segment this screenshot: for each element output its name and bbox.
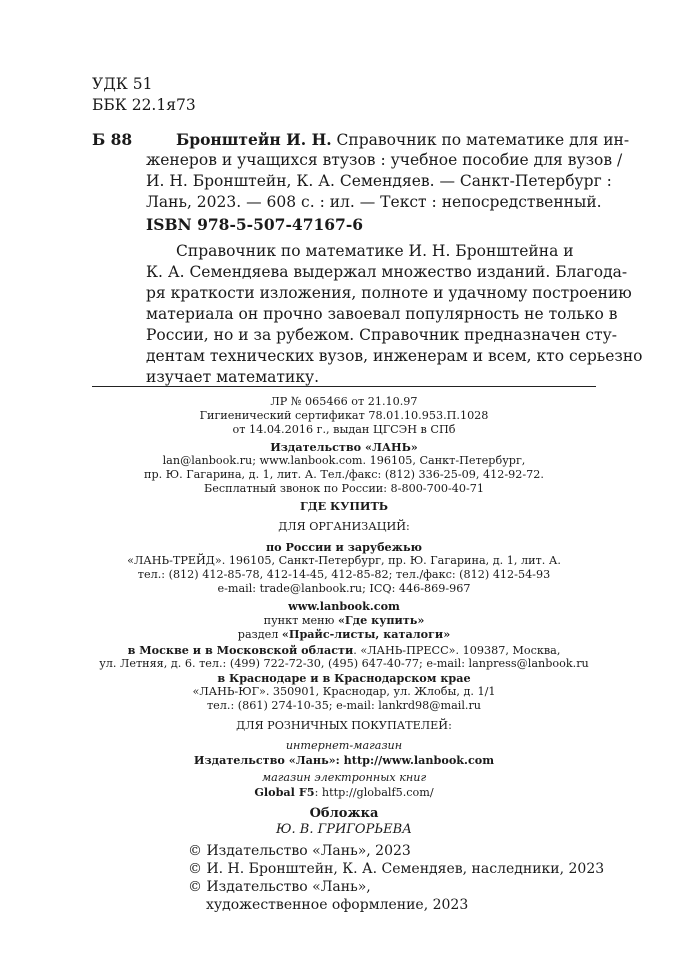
retail-title: ДЛЯ РОЗНИЧНЫХ ПОКУПАТЕЛЕЙ: [236, 719, 452, 732]
moscow-line-2: ул. Летняя, д. 6. тел.: (499) 722-72-30, (495) 647-40-77; e-mail: lanpress@lanbook.ru [99, 657, 589, 670]
ebook-label: магазин электронных книг [261, 771, 427, 784]
moscow-line-1 [92, 643, 596, 658]
global-name: Global F5 [254, 785, 315, 799]
catalog-code: Б 88 [92, 130, 133, 149]
publisher-line-3: Бесплатный звонок по России: 8-800-700-40-71 [204, 482, 484, 495]
bbk: ББК 22.1я73 [92, 96, 196, 114]
publisher-name: Издательство «ЛАНЬ» [270, 440, 418, 454]
krasnodar-line-1: «ЛАНЬ-ЮГ». 350901, Краснодар, ул. Жлобы, д. 1/1 [192, 685, 496, 698]
global-url: : http://globalf5.com/ [314, 786, 434, 799]
global-line[interactable] [92, 785, 596, 800]
copyright-1: © Издательство «Лань», 2023 [188, 843, 411, 859]
annotation-line-2: К. А. Семендяева выдержал множество изданий. Благода- [146, 263, 628, 281]
where-to-buy-title: ГДЕ КУПИТЬ [299, 499, 389, 513]
shop-line[interactable]: Издательство «Лань»: http://www.lanbook.com [193, 753, 495, 767]
publisher-line-1: lan@lanbook.ru; www.lanbook.com. 196105, Санкт-Петербург, [162, 454, 526, 467]
license-cert: Гигиенический сертификат 78.01.10.953.П.1028 [199, 409, 489, 422]
moscow-rest: . «ЛАНЬ-ПРЕСС». 109387, Москва, [353, 644, 561, 657]
annotation-line-1: Справочник по математике И. Н. Бронштейна и [176, 242, 574, 260]
copyright-2: © И. Н. Бронштейн, К. А. Семендяев, наследники, 2023 [188, 861, 605, 877]
cover-designer: Ю. В. ГРИГОРЬЕВА [276, 822, 412, 837]
catalog-line-3: И. Н. Бронштейн, К. А. Семендяев. — Санкт-Петербург : [146, 172, 612, 190]
divider [92, 386, 596, 387]
annotation-line-6: дентам технических вузов, инженерам и всем, кто серьезно [146, 347, 643, 365]
moscow-title: в Москве и в Московской области [127, 643, 354, 657]
orgs-title: ДЛЯ ОРГАНИЗАЦИЙ: [278, 520, 410, 533]
russia-title: по России и зарубежью [265, 540, 423, 554]
udk: УДК 51 [92, 75, 153, 93]
menu-prefix: пункт меню [263, 614, 338, 627]
russia-line-1: «ЛАНЬ-ТРЕЙД». 196105, Санкт-Петербург, пр. Ю. Гагарина, д. 1, лит. А. [127, 554, 561, 567]
copyright-3b: художественное оформление, 2023 [206, 897, 469, 913]
catalog-line-4: Лань, 2023. — 608 с. : ил. — Текст : непосредственный. [146, 193, 602, 211]
annotation-line-3: ря краткости изложения, полноте и удачному построению [146, 284, 632, 302]
copyright-3a: © Издательство «Лань», [188, 879, 371, 895]
catalog-line-2: женеров и учащихся втузов : учебное пособие для вузов / [146, 151, 623, 169]
license-issued: от 14.04.2016 г., выдан ЦГСЭН в СПб [232, 423, 456, 436]
menu-item: «Где купить» [337, 613, 425, 627]
license-lr: ЛР № 065466 от 21.10.97 [270, 395, 418, 408]
shop-label: интернет-магазин [285, 739, 403, 752]
section-prefix: раздел [237, 628, 282, 641]
web-link[interactable]: www.lanbook.com [288, 599, 400, 613]
krasnodar-line-2: тел.: (861) 274-10-35; e-mail: lankrd98@mail.ru [206, 699, 482, 712]
russia-line-2: тел.: (812) 412-85-78, 412-14-45, 412-85-82; тел./факс: (812) 412-54-93 [137, 568, 551, 581]
annotation-line-5: России, но и за рубежом. Справочник предназначен сту- [146, 326, 617, 344]
isbn: ISBN 978-5-507-47167-6 [146, 215, 364, 234]
menu-line [92, 613, 596, 628]
russia-line-3: e-mail: trade@lanbook.ru; ICQ: 446-869-967 [217, 582, 471, 595]
publisher-line-2: пр. Ю. Гагарина, д. 1, лит. А. Тел./факс: (812) 336-25-09, 412-92-72. [144, 468, 544, 481]
annotation-line-4: материала он прочно завоевал популярность не только в [146, 305, 618, 323]
cover-title: Обложка [309, 806, 379, 821]
section-line [92, 627, 596, 642]
annotation-line-7: изучает математику. [146, 368, 320, 386]
krasnodar-title: в Краснодаре и в Краснодарском крае [217, 671, 471, 685]
catalog-title-start: Справочник по математике для ин- [331, 131, 630, 149]
section-item: «Прайс-листы, каталоги» [281, 627, 451, 641]
catalog-author: Бронштейн И. Н. [176, 130, 332, 149]
catalog-line-1 [176, 129, 630, 151]
